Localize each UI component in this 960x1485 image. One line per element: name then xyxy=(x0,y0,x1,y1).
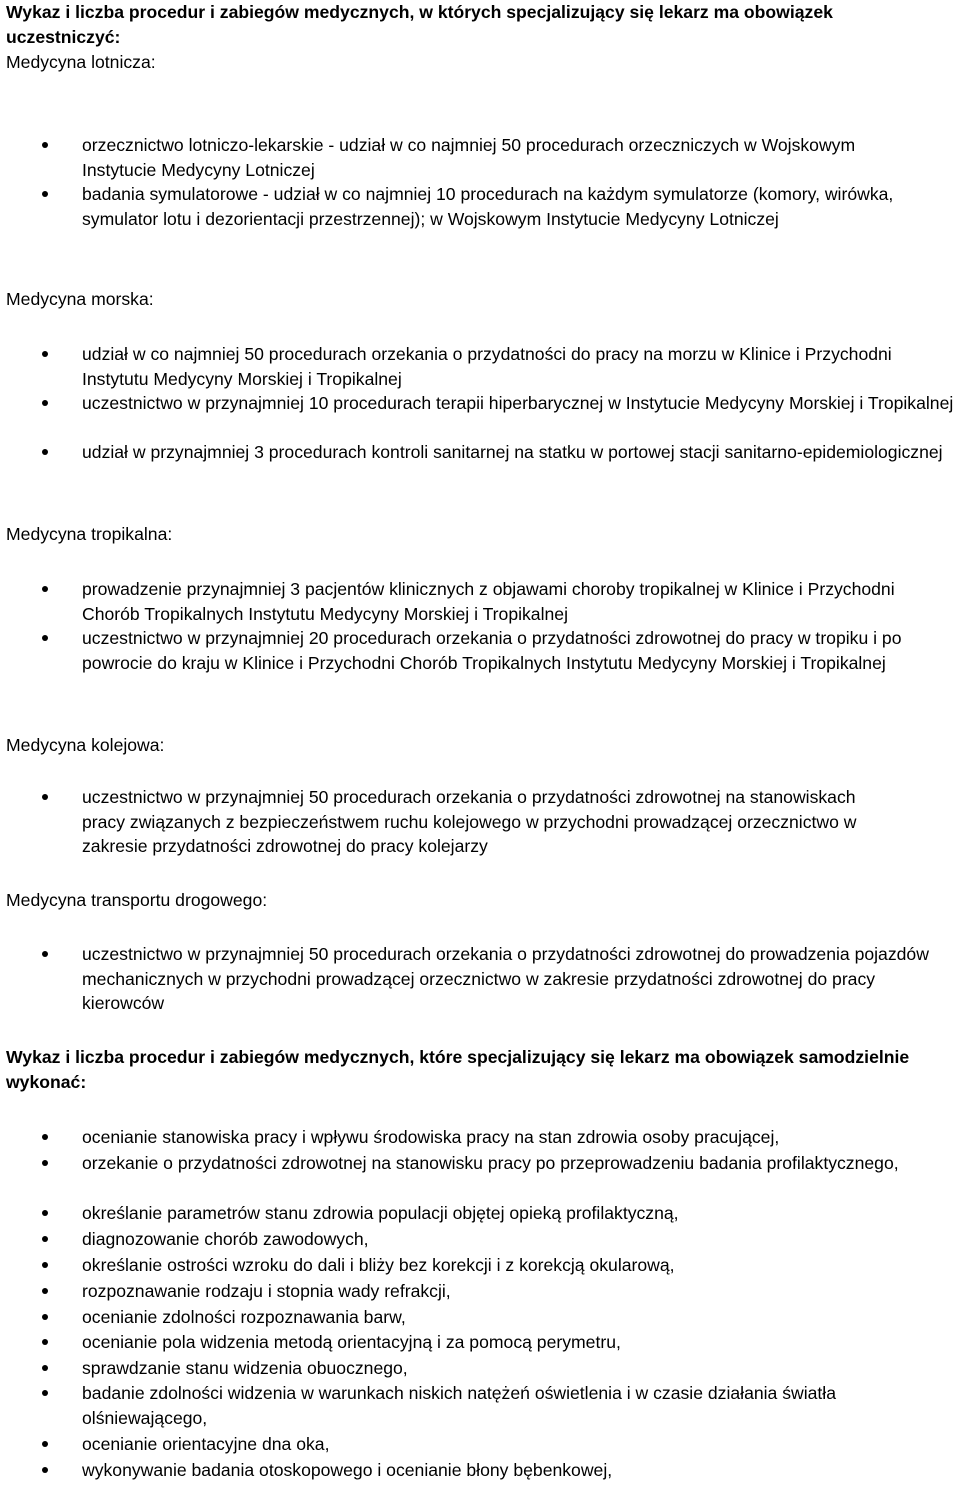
heading-mandatory-participation: Wykaz i liczba procedur i zabiegów medycznych, w których specjalizujący się lekarz ma obowiązek uczestniczyć: xyxy=(6,2,833,47)
list-item: udział w co najmniej 50 procedurach orzekania o przydatności do pracy na morzu w Klinice i Przychodni Instytutu Medycyny Morskiej i Tropikalnej xyxy=(82,342,956,391)
list-item: określanie parametrów stanu zdrowia populacji objętej opieką profilaktyczną, xyxy=(82,1201,956,1226)
list-item: uczestnictwo w przynajmniej 50 procedurach orzekania o przydatności zdrowotnej na stanowiskach pracy związanych z bezpieczeństwem ruchu kolejowego w przychodni prowadzącej orzecznictwo w zakresie przydatności zdrowotnej do pracy kolejarzy xyxy=(82,785,892,859)
list-item: ocenianie zdolności rozpoznawania barw, xyxy=(82,1305,956,1330)
section-label-road-transport: Medycyna transportu drogowego: xyxy=(6,890,268,910)
list-item: udział w przynajmniej 3 procedurach kontroli sanitarnej na statku w portowej stacji sanitarno-epidemiologicznej xyxy=(82,440,956,465)
list-item: diagnozowanie chorób zawodowych, xyxy=(82,1227,956,1252)
list-item: rozpoznawanie rodzaju i stopnia wady refrakcji, xyxy=(82,1279,956,1304)
section-label-tropical: Medycyna tropikalna: xyxy=(6,524,173,544)
list-item: uczestnictwo w przynajmniej 50 procedurach orzekania o przydatności zdrowotnej do prowadzenia pojazdów mechanicznych w przychodni prowadzącej orzecznictwo w zakresie przydatności zdrowotnej do pracy kierowców xyxy=(82,942,944,1016)
list-item: badania symulatorowe - udział w co najmniej 10 procedurach na każdym symulatorze (komory, wirówka, symulator lotu i dezorientacji przestrzennej); w Wojskowym Instytucie Medycyny Lotniczej xyxy=(82,182,906,231)
section-label-maritime: Medycyna morska: xyxy=(6,289,154,309)
section-label-railway: Medycyna kolejowa: xyxy=(6,735,165,755)
list-item: ocenianie pola widzenia metodą orientacyjną i za pomocą perymetru, xyxy=(82,1330,956,1355)
list-item: uczestnictwo w przynajmniej 20 procedurach orzekania o przydatności zdrowotnej do pracy w tropiku i po powrocie do kraju w Klinice i Przychodni Chorób Tropikalnych Instytutu Medycyny Morskiej i Tropikalnej xyxy=(82,626,956,675)
list-item: prowadzenie przynajmniej 3 pacjentów klinicznych z objawami choroby tropikalnej w Klinice i Przychodni Chorób Tropikalnych Instytutu Medycyny Morskiej i Tropikalnej xyxy=(82,577,956,626)
section-label-aviation: Medycyna lotnicza: xyxy=(6,52,156,72)
list-item: sprawdzanie stanu widzenia obuocznego, xyxy=(82,1356,956,1381)
list-item: ocenianie orientacyjne dna oka, xyxy=(82,1432,956,1457)
list-item: orzecznictwo lotniczo-lekarskie - udział w co najmniej 50 procedurach orzeczniczych w Wojskowym Instytucie Medycyny Lotniczej xyxy=(82,133,906,182)
heading-independent-procedures: Wykaz i liczba procedur i zabiegów medycznych, które specjalizujący się lekarz ma obowiązek samodzielnie wykonać: xyxy=(6,1047,910,1092)
list-item: badanie zdolności widzenia w warunkach niskich natężeń oświetlenia i w czasie działania światła olśniewającego, xyxy=(82,1381,932,1430)
list-item: określanie ostrości wzroku do dali i bliży bez korekcji i z korekcją okularową, xyxy=(82,1253,956,1278)
list-item: ocenianie stanowiska pracy i wpływu środowiska pracy na stan zdrowia osoby pracującej, xyxy=(82,1125,956,1150)
list-item: uczestnictwo w przynajmniej 10 procedurach terapii hiperbarycznej w Instytucie Medycyny Morskiej i Tropikalnej xyxy=(82,391,956,416)
list-item: wykonywanie badania otoskopowego i ocenianie błony bębenkowej, xyxy=(82,1458,956,1483)
list-item: orzekanie o przydatności zdrowotnej na stanowisku pracy po przeprowadzeniu badania profilaktycznego, xyxy=(82,1151,912,1176)
